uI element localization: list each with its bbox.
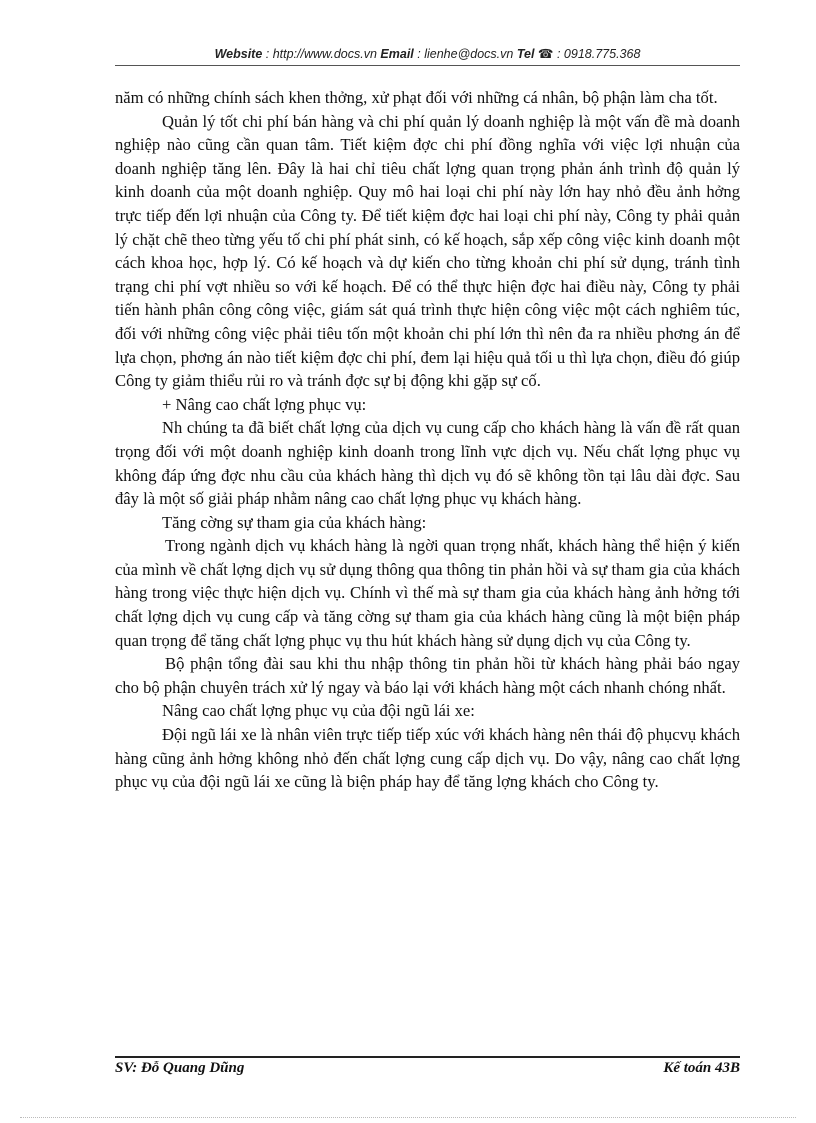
paragraph-4: Trong ngành dịch vụ khách hàng là ngời quan trọng nhất, khách hàng thể hiện ý kiến của mình về chất lợng dịch vụ sử dụng thông qua thông tin phản hồi và sự tham gia của khách hàng trong việc thực hiện dịch vụ. Chính vì thế mà sự tham gia của khách hàng ảnh hởng tới chất lợng dịch vụ cung cấp và tăng cờng sự tham gia của khách hàng cũng là một biện pháp quan trọng để tăng chất lợng phục vụ thu hút khách hàng sử dụng dịch vụ của Công ty. xyxy=(115,536,740,650)
subheading-drivers: Nâng cao chất lợng phục vụ của đội ngũ lái xe: xyxy=(162,701,475,721)
subheading-quality: + Nâng cao chất lợng phục vụ: xyxy=(162,394,367,414)
paragraph-1: năm có những chính sách khen thởng, xử phạt đối với những cá nhân, bộ phận làm cha tốt. xyxy=(115,88,718,107)
email-value[interactable]: : lienhe@docs.vn xyxy=(417,47,514,61)
paragraph-6: Đội ngũ lái xe là nhân viên trực tiếp tiếp xúc với khách hàng nên thái độ phụcvụ khách hàng cũng ảnh hởng không nhỏ đến chất lợng cung cấp dịch vụ. Do vậy, nâng cao chất lợng phục vụ của đội ngũ lái xe cũng là biện pháp hay để tăng lợng khách cho Công ty. xyxy=(115,725,740,792)
footer-class: Kế toán 43B xyxy=(663,1060,740,1076)
tel-label: Tel xyxy=(516,47,535,61)
subheading-participation: Tăng cờng sự tham gia của khách hàng: xyxy=(162,512,427,532)
page-footer xyxy=(115,1060,740,1076)
page-bottom-dotted-line xyxy=(20,1117,796,1118)
document-body xyxy=(115,86,740,794)
tel-value: : 0918.775.368 xyxy=(556,47,641,61)
email-label: Email xyxy=(380,47,414,61)
footer-divider xyxy=(115,1056,740,1058)
paragraph-3: Nh chúng ta đã biết chất lợng của dịch vụ cung cấp cho khách hàng là vấn đề rất quan trọng đối với một doanh nghiệp kinh doanh trong lĩnh vực dịch vụ. Nếu chất lợng phục vụ không đáp ứng đợc nhu cầu của khách hàng thì dịch vụ đó sẽ không tồn tại lâu dài đợc. Sau đây là một số giải pháp nhằm nâng cao chất lợng phục vụ khách hàng. xyxy=(115,418,740,509)
footer-author: SV: Đỗ Quang Dũng xyxy=(115,1060,245,1076)
header-divider xyxy=(115,65,740,66)
paragraph-5: Bộ phận tổng đài sau khi thu nhập thông tin phản hồi từ khách hàng phải báo ngay cho bộ phận chuyên trách xử lý ngay và báo lại với khách hàng một cách nhanh chóng nhất. xyxy=(115,654,740,697)
website-label: Website xyxy=(214,47,263,61)
website-value[interactable]: : http://www.docs.vn xyxy=(265,47,377,61)
page-header xyxy=(115,46,740,61)
phone-icon: ☎ xyxy=(537,47,554,61)
paragraph-2: Quản lý tốt chi phí bán hàng và chi phí quản lý doanh nghiệp là một vấn đề mà doanh nghiệp nào cũng cần quan tâm. Tiết kiệm đợc chi phí đồng nghĩa với việc lợi nhuận của doanh nghiệp tăng lên. Đây là hai chỉ tiêu chất lợng quan trọng phản ánh trình độ quản lý kinh doanh của một doanh nghiệp. Quy mô hai loại chi phí này lớn hay nhỏ đều ảnh hởng trực tiếp đến lợi nhuận của Công ty. Để tiết kiệm đợc hai loại chi phí này, Công ty phải quản lý chặt chẽ theo từng yếu tố chi phí phát sinh, có kế hoạch, sắp xếp công việc kinh doanh một cách khoa học, hợp lý. Có kế hoạch và dự kiến cho từng khoản chi phí sử dụng, tránh tình trạng chi phí vợt nhiều so với kế hoạch. Để có thể thực hiện đợc hai điều này, Công ty phải tiến hành phân công công việc, giám sát quá trình thực hiện công việc một cách nghiêm túc, đối với những công việc phải tiêu tốn một khoản chi phí lớn thì nên đa ra nhiều phơng án để lựa chọn, phơng án nào tiết kiệm đợc chi phí, đem lại hiệu quả tối u thì lựa chọn, điều đó giúp Công ty giảm thiểu rủi ro và tránh đợc sự bị động khi gặp sự cố. xyxy=(115,111,740,391)
